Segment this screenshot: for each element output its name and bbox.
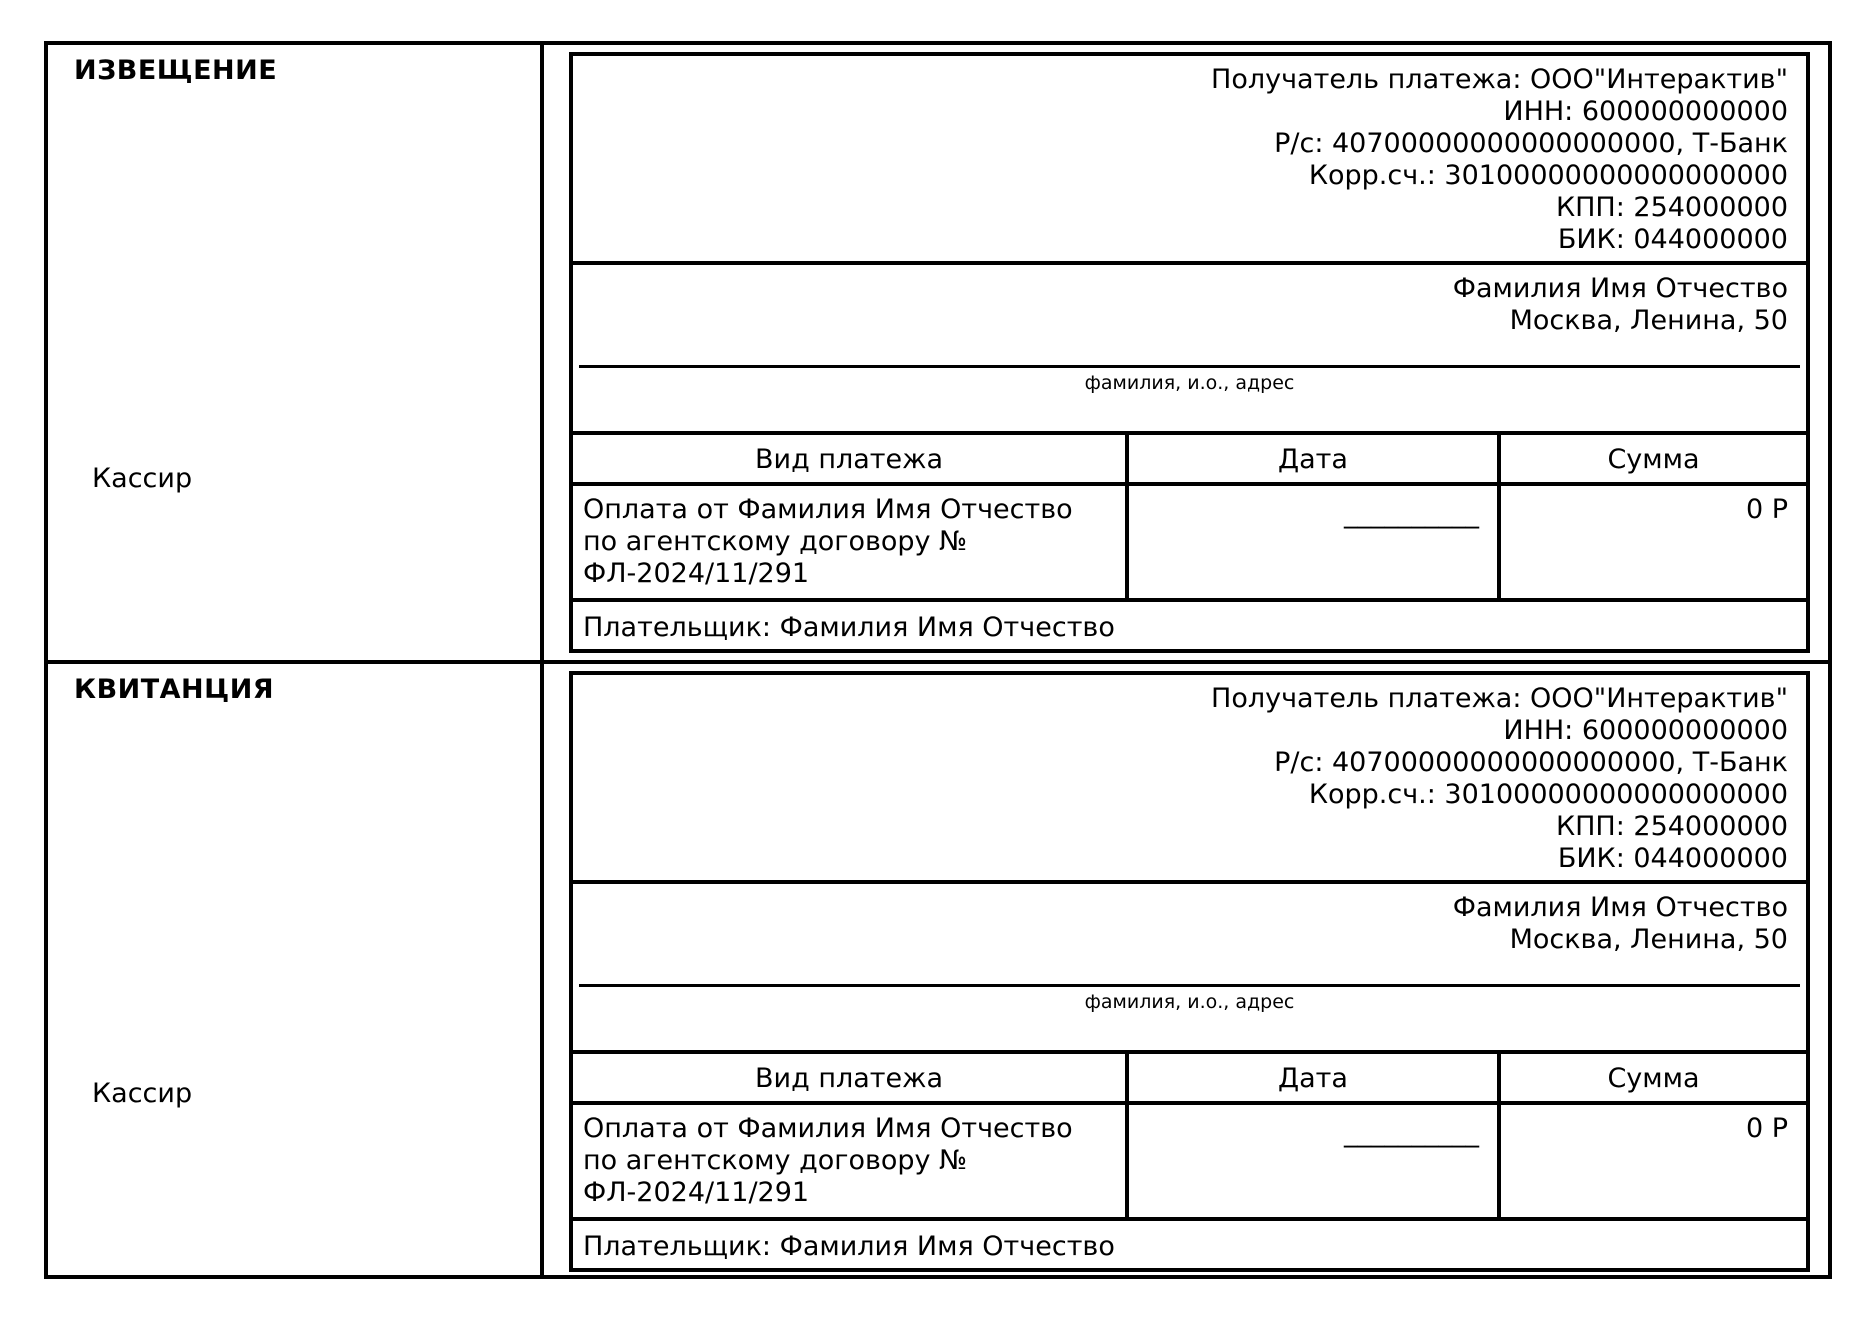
bik-line: БИК: 044000000 [1557,224,1788,255]
receipt-heading: КВИТАНЦИЯ [74,674,275,705]
amount-value: 0 Р [1745,1113,1788,1144]
column-header-amount: Сумма [1607,444,1700,475]
column-header-amount: Сумма [1607,1063,1700,1094]
payer-name: Фамилия Имя Отчество [1452,892,1788,923]
payer-row: Плательщик: Фамилия Имя Отчество [583,1231,1115,1262]
column-header-date: Дата [1129,1054,1501,1101]
payment-description: Оплата от Фамилия Имя Отчество по агентскому договору № ФЛ-2024/11/291 [573,1105,1129,1217]
bik-line: БИК: 044000000 [1557,843,1788,874]
account-line: Р/с: 40700000000000000000, Т-Банк [1274,128,1788,159]
inn-line: ИНН: 600000000000 [1503,715,1788,746]
recipient-block [573,675,1806,884]
payer-block [573,265,1806,435]
receipt-section [48,664,1828,1275]
payment-table-row [573,486,1806,602]
notice-form [569,52,1810,653]
payer-underline [579,365,1800,368]
payment-table-header [573,1054,1806,1105]
payer-row: Плательщик: Фамилия Имя Отчество [583,612,1115,643]
recipient-block [573,56,1806,265]
notice-left-column [48,45,544,660]
date-blank: __________ [1344,1117,1479,1148]
payment-table-row [573,1105,1806,1221]
notice-section [48,45,1828,664]
receipt-form [569,671,1810,1272]
payment-table-header [573,435,1806,486]
payer-underline [579,984,1800,987]
payer-text [1453,273,1788,337]
payer-name: Фамилия Имя Отчество [1452,273,1788,304]
payment-receipt-form [44,41,1832,1279]
date-blank: __________ [1344,498,1479,529]
column-header-type: Вид платежа [573,1054,1129,1101]
cashier-label: Кассир [92,463,193,494]
inn-line: ИНН: 600000000000 [1503,96,1788,127]
kpp-line: КПП: 254000000 [1555,811,1788,842]
payer-address: Москва, Ленина, 50 [1509,305,1788,336]
notice-heading: ИЗВЕЩЕНИЕ [74,55,278,86]
payer-caption: фамилия, и.о., адрес [1084,372,1295,394]
payer-caption: фамилия, и.о., адрес [1084,991,1295,1013]
receipt-left-column [48,664,544,1275]
kpp-line: КПП: 254000000 [1555,192,1788,223]
corr-account-line: Корр.сч.: 30100000000000000000 [1308,160,1788,191]
amount-value: 0 Р [1745,494,1788,525]
payer-text [1453,892,1788,956]
recipient-line: Получатель платежа: ООО"Интерактив" [1211,64,1788,95]
recipient-line: Получатель платежа: ООО"Интерактив" [1211,683,1788,714]
date-cell [1129,1105,1501,1217]
payer-address: Москва, Ленина, 50 [1509,924,1788,955]
column-header-type: Вид платежа [573,435,1129,482]
payer-block [573,884,1806,1054]
column-header-date: Дата [1129,435,1501,482]
date-cell [1129,486,1501,598]
corr-account-line: Корр.сч.: 30100000000000000000 [1308,779,1788,810]
cashier-label: Кассир [92,1078,193,1109]
payment-description: Оплата от Фамилия Имя Отчество по агентскому договору № ФЛ-2024/11/291 [573,486,1129,598]
account-line: Р/с: 40700000000000000000, Т-Банк [1274,747,1788,778]
